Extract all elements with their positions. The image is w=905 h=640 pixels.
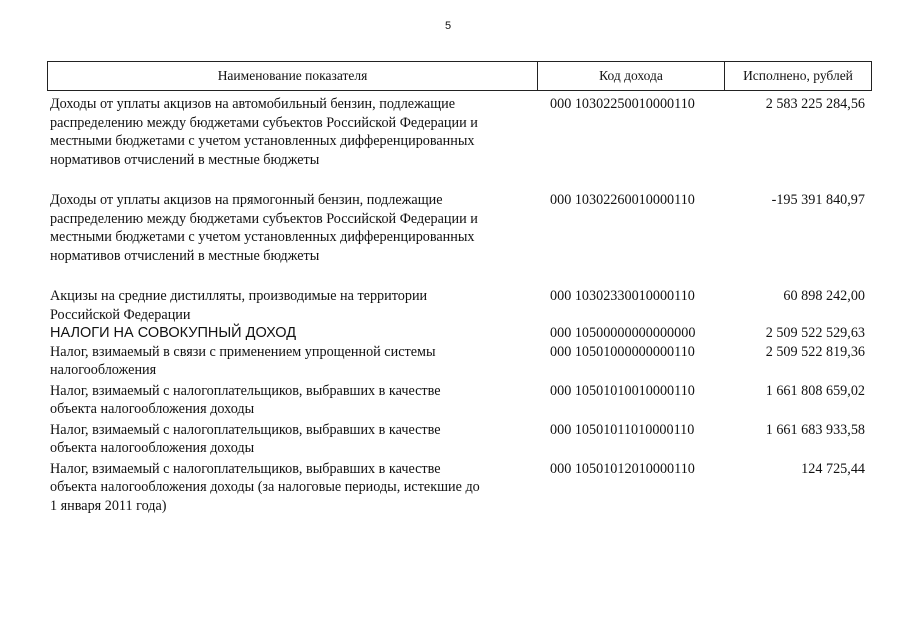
table-row — [50, 382, 868, 419]
table-row — [50, 191, 868, 265]
row-name: Акцизы на средние дистилляты, производимые на территории Российской Федерации — [50, 288, 428, 323]
row-code: 000 10501012010000110 — [550, 460, 695, 477]
row-code: 000 10302330010000110 — [550, 288, 695, 304]
table-row — [50, 343, 868, 380]
row-code: 000 10501010010000110 — [550, 382, 695, 399]
row-amount: 2 583 225 284,56 — [765, 96, 865, 112]
row-code: 000 10302260010000110 — [550, 192, 695, 208]
column-header-code: Код дохода — [538, 62, 725, 91]
table-row — [50, 287, 868, 324]
table-row — [50, 421, 868, 458]
row-code: 000 10501000000000110 — [550, 343, 695, 360]
table-row — [50, 324, 868, 343]
row-code: 000 10302250010000110 — [550, 96, 695, 112]
row-code: 000 10500000000000000 — [550, 325, 696, 341]
column-header-name: Наименование показателя — [48, 62, 538, 91]
page-number: 5 — [444, 20, 452, 32]
row-name: Доходы от уплаты акцизов на прямогонный бензин, подлежащие распределению между бюджетами субъектов Российской Федерации и местными бюджетами с учетом установленных дифференцированных нормативов отчислений в местные бюджеты — [50, 192, 478, 264]
row-name: Налог, взимаемый с налогоплательщиков, выбравших в качестве объекта налогообложения доходы — [50, 382, 441, 417]
table-header — [47, 61, 872, 91]
row-code: 000 10501011010000110 — [550, 421, 695, 438]
row-amount: 1 661 808 659,02 — [765, 382, 865, 399]
row-name: Налог, взимаемый с налогоплательщиков, выбравших в качестве объекта налогообложения доходы — [50, 421, 441, 456]
row-amount: -195 391 840,97 — [771, 192, 865, 208]
table-row — [50, 460, 868, 516]
row-name: Налог, взимаемый с налогоплательщиков, выбравших в качестве объекта налогообложения доходы (за налоговые периоды, истекшие до 1 января 2011 года) — [50, 460, 480, 514]
row-amount: 60 898 242,00 — [783, 288, 865, 304]
table-body — [50, 95, 868, 515]
row-name: Доходы от уплаты акцизов на автомобильный бензин, подлежащие распределению между бюджетами субъектов Российской Федерации и местными бюджетами с учетом установленных дифференцированных нормативов отчислений в местные бюджеты — [50, 96, 478, 168]
row-amount: 124 725,44 — [801, 460, 865, 477]
table-row — [50, 95, 868, 169]
row-amount: 2 509 522 819,36 — [765, 343, 865, 360]
row-amount: 2 509 522 529,63 — [765, 325, 865, 341]
row-name: Налог, взимаемый в связи с применением упрощенной системы налогообложения — [50, 343, 436, 378]
row-amount: 1 661 683 933,58 — [765, 421, 865, 438]
column-header-amount: Исполнено, рублей — [725, 62, 872, 91]
row-name: НАЛОГИ НА СОВОКУПНЫЙ ДОХОД — [50, 325, 297, 341]
